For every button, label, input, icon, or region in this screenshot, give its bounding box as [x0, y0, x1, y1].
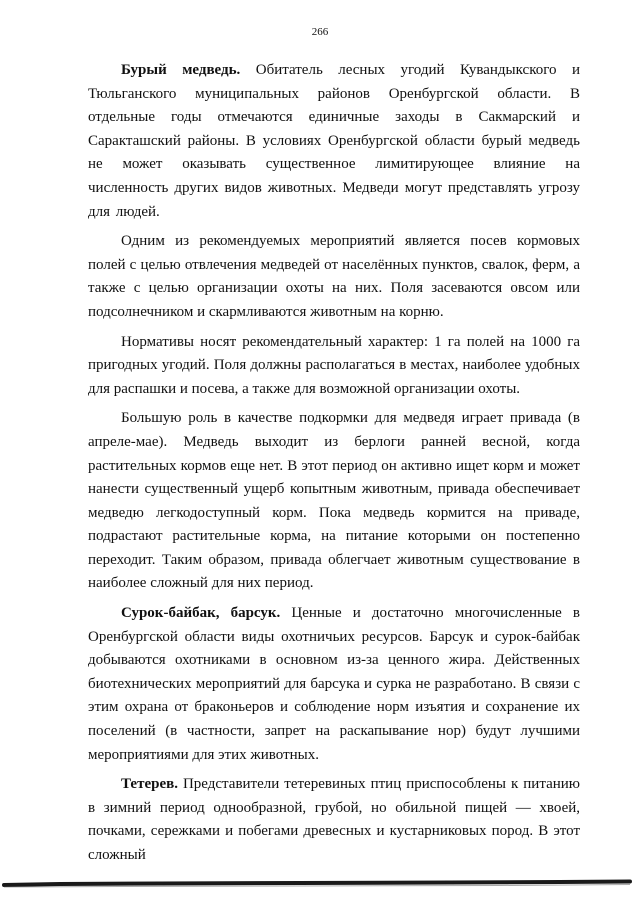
paragraph-marmot-badger: [88, 602, 580, 767]
paragraph-text: Нормативы носят рекомендательный характер: 1 га полей на 1000 га пригодных угодий. Поля должны располагаться в местах, наиболее удобных для распашки и посева, а также для возможной организации охоты.: [88, 333, 580, 397]
paragraph-norms: [88, 331, 580, 402]
paragraph-black-grouse: [88, 773, 580, 867]
scan-bottom-rule: [0, 878, 632, 890]
paragraph-text: Одним из рекомендуемых мероприятий является посев кормовых полей с целью отвлечения медведей от населённых пунктов, свалок, ферм, а также с целью организации охоты на них. Поля засеваются овсом или подсолнечником и скармливаются животным на корню.: [88, 233, 580, 320]
paragraph-heading-marmot-badger: Сурок-байбак, барсук.: [121, 605, 281, 622]
paragraph-text: Обитатель лесных угодий Кувандыкского и Тюльганского муниципальных районов Оренбургской области. В отдельные годы отмечаются единичные заходы в Сакмарский и Саракташский районы. В условиях Оренбургской области бурый медведь не может оказывать существенное лимитирующее влияние на численность других видов животных. Медведи могут представлять угрозу для людей.: [88, 62, 580, 220]
paragraph-text: Представители тетеревиных птиц приспособлены к питанию в зимний период однообразной, грубой, но обильной пищей — хвоей, почками, сережками и побегами древесных и кустарниковых пород. В этот сложный: [88, 776, 580, 863]
text-body: [88, 59, 580, 868]
paragraph-brown-bear: [88, 59, 580, 224]
paragraph-heading-black-grouse: Тетерев.: [121, 776, 178, 793]
bottom-rule-line: [4, 882, 630, 886]
paragraph-bait: [88, 407, 580, 596]
paragraph-text: Ценные и достаточно многочисленные в Оренбургской области виды охотничьих ресурсов. Барсук и сурок-байбак добываются охотниками в основном из-за ценного жира. Действенных биотехнических мероприятий для барсука и сурка не разработано. В связи с этим охрана от браконьеров и соблюдение норм изъятия и сохранение их поселений (в частности, запрет на раскапывание нор) будут лучшими мероприятиями для этих животных.: [88, 605, 580, 763]
paragraph-feeding-fields: [88, 230, 580, 324]
paragraph-heading-brown-bear: Бурый медведь.: [121, 62, 241, 78]
paragraph-text: Большую роль в качестве подкормки для медведя играет привада (в апреле-мае). Медведь выходит из берлоги ранней весной, когда растительных кормов еще нет. В этот период он активно ищет корм и может нанести существенный ущерб копытным животным, привада обеспечивает медведю легкодоступный корм. Пока медведь кормится на приваде, подрастают растительные корма, на питание которыми он постепенно переходит. Таким образом, привада облегчает животным существование в наиболее сложный для них период.: [88, 410, 580, 592]
page-number: 266: [311, 26, 329, 38]
